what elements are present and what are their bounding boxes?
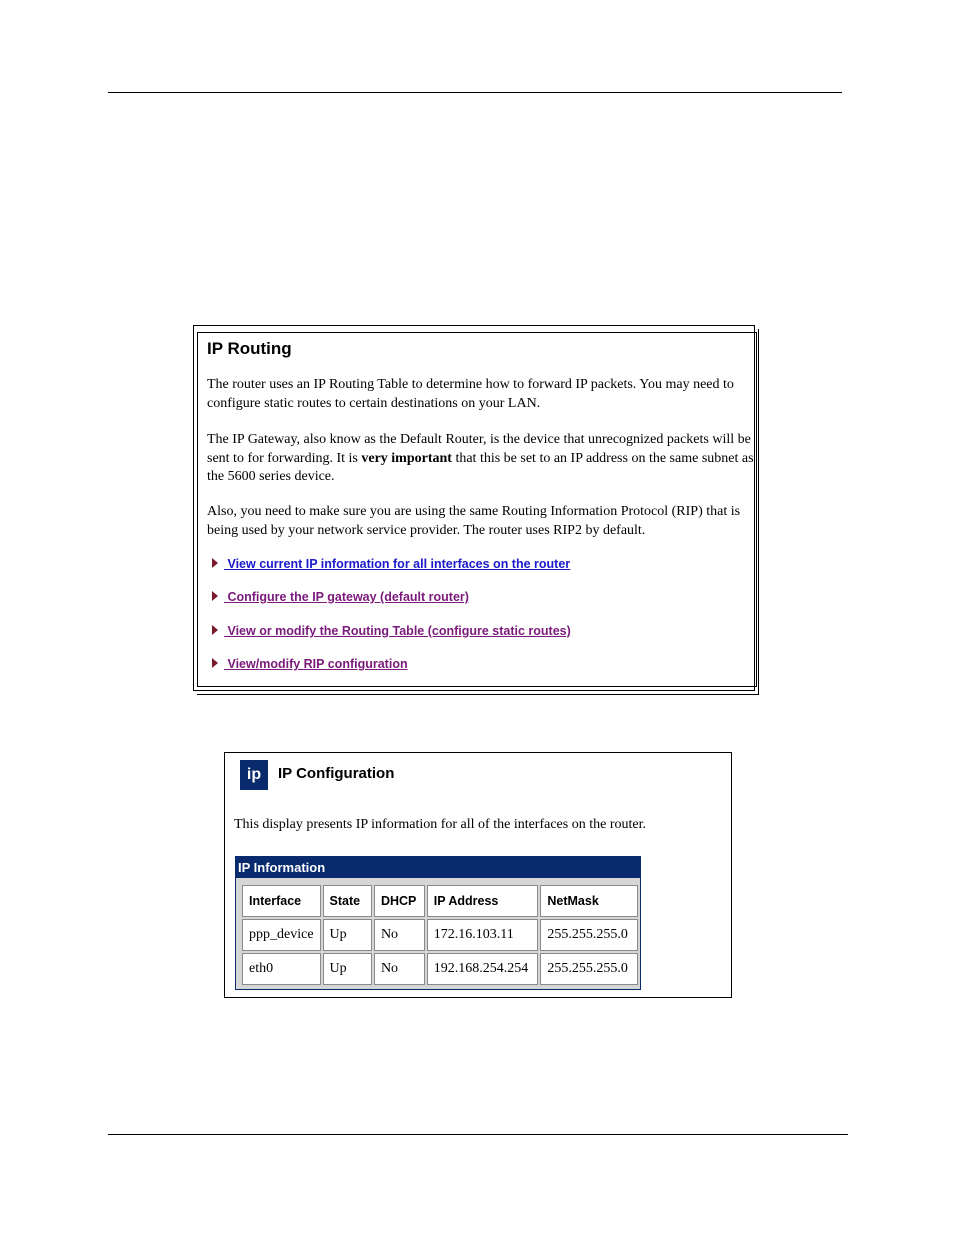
cell-interface: eth0 <box>242 953 321 985</box>
ip-configuration-title: IP Configuration <box>278 765 395 782</box>
cell-netmask: 255.255.255.0 <box>540 953 638 985</box>
ip-logo-icon: ip <box>240 760 268 790</box>
ip-configuration-description: This display presents IP information for all of the interfaces on the router. <box>234 817 646 832</box>
cell-dhcp: No <box>374 953 425 985</box>
cell-ip-address: 172.16.103.11 <box>427 919 539 951</box>
ip-information-header: IP Information <box>236 857 640 878</box>
triangle-right-icon <box>212 558 218 568</box>
ip-information-table <box>240 883 640 987</box>
routing-paragraph-rip: Also, you need to make sure you are using the same Routing Information Protocol (RIP) that is being used by your network service provider. The router uses RIP2 by default. <box>207 504 741 538</box>
table-row <box>242 953 638 985</box>
cell-dhcp: No <box>374 919 425 951</box>
link-row-routing-table <box>212 624 571 638</box>
link-row-configure-gateway <box>212 590 469 604</box>
gateway-text-start: The IP Gateway, also know as the Default Router, is the device that unrecognized packets will be sent to for forwarding. It is <box>207 432 751 466</box>
configure-gateway-link[interactable]: Configure the IP gateway (default router) <box>224 590 469 604</box>
gateway-text-end: that this be set to an IP address on the same subnet as the 5600 series device. <box>207 450 754 484</box>
triangle-right-icon <box>212 658 218 668</box>
column-header-interface: Interface <box>242 885 321 917</box>
gateway-text-emphasis: very important <box>361 450 452 466</box>
table-row <box>242 919 638 951</box>
ip-routing-panel <box>193 325 755 691</box>
routing-table-link[interactable]: View or modify the Routing Table (configure static routes) <box>224 624 571 638</box>
routing-paragraph-table: The router uses an IP Routing Table to determine how to forward IP packets. You may need to configure static routes to certain destinations on your LAN. <box>207 377 734 411</box>
cell-ip-address: 192.168.254.254 <box>427 953 539 985</box>
triangle-right-icon <box>212 625 218 635</box>
cell-netmask: 255.255.255.0 <box>540 919 638 951</box>
link-row-view-ip-info <box>212 557 570 571</box>
column-header-state: State <box>323 885 372 917</box>
cell-interface: ppp_device <box>242 919 321 951</box>
column-header-ip-address: IP Address <box>427 885 539 917</box>
ip-configuration-panel <box>224 752 732 998</box>
cell-state: Up <box>323 919 372 951</box>
ip-information-box <box>235 856 641 990</box>
footer-rule <box>108 1134 848 1135</box>
routing-paragraph-gateway <box>207 431 763 487</box>
column-header-dhcp: DHCP <box>374 885 425 917</box>
view-ip-info-link[interactable]: View current IP information for all interfaces on the router <box>224 557 571 571</box>
column-header-netmask: NetMask <box>540 885 638 917</box>
triangle-right-icon <box>212 591 218 601</box>
ip-routing-inner-frame <box>197 332 757 687</box>
cell-state: Up <box>323 953 372 985</box>
table-header-row <box>242 885 638 917</box>
header-rule <box>108 92 842 93</box>
link-row-rip-config <box>212 657 408 671</box>
ip-routing-title: IP Routing <box>207 339 292 358</box>
rip-config-link[interactable]: View/modify RIP configuration <box>224 657 408 671</box>
